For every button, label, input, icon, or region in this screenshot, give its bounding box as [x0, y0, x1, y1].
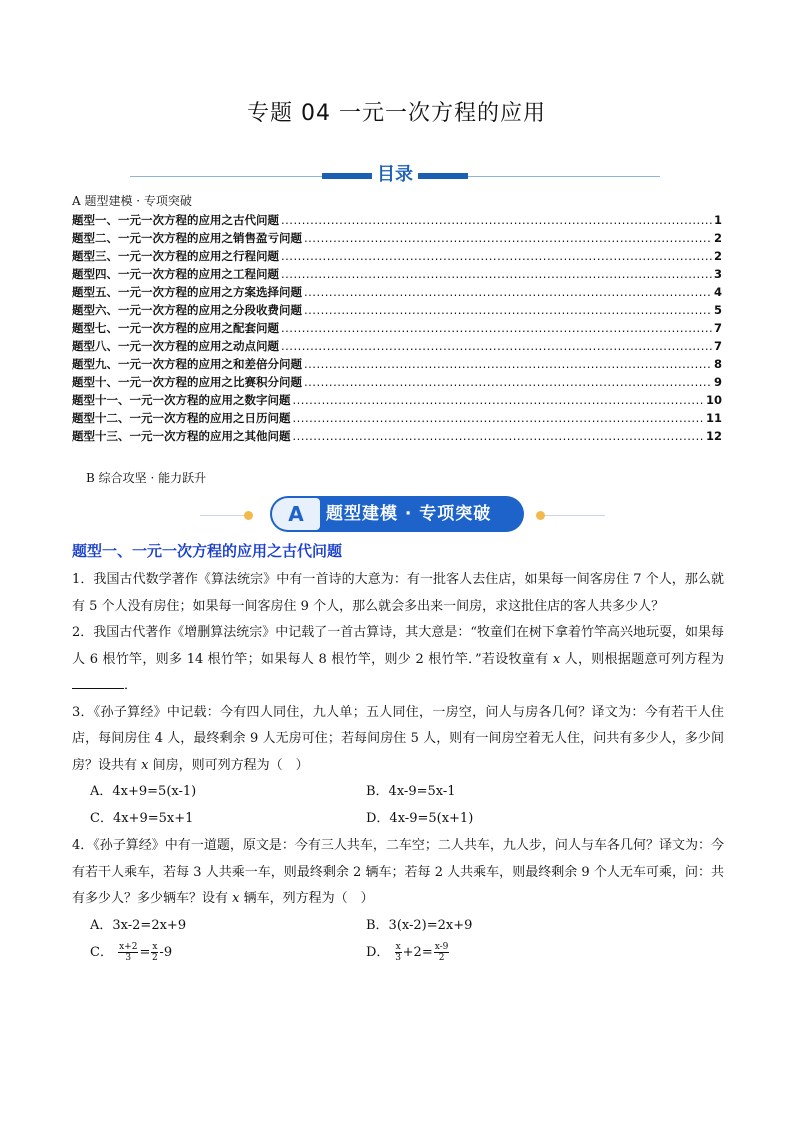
page-title: 专题 04 一元一次方程的应用 [247, 101, 546, 126]
toc-leader-dots [293, 411, 704, 425]
toc-entry[interactable] [72, 284, 722, 302]
fraction-num: x [395, 941, 401, 952]
toc-leader-dots [281, 249, 712, 263]
q3-options-row-2 [72, 806, 724, 833]
q4-option-a[interactable]: A．3x-2=2x+9 [90, 917, 187, 933]
toc-leader-dots [281, 213, 712, 227]
toc-entry-title: 题型七、一元一次方程的应用之配套问题 [72, 321, 279, 335]
toc-entry-title: 题型三、一元一次方程的应用之行程问题 [72, 249, 279, 263]
toc-entry-page: 2 [713, 249, 722, 263]
toc-entry-title: 题型八、一元一次方程的应用之动点问题 [72, 339, 279, 353]
toc-entry-title: 题型十、一元一次方程的应用之比赛积分问题 [72, 375, 302, 389]
q4-var: x [232, 891, 240, 906]
q4-text-a: 4．《孙子算经》中有一道题，原文是：今有三人共车，二车空；二人共车，九人步，问人与车各几何？译文为：今有若干人乘车，若每 3 人共乘一车，则最终剩余 2 辆车；若每 2 人共乘车，则最终剩余 9 个人无车可乘，问：共有多少人？多少辆车？设有 [72, 838, 724, 906]
fraction [118, 942, 138, 963]
toc-entry-title: 题型九、一元一次方程的应用之和差倍分问题 [72, 357, 302, 371]
q4-options-row-1 [72, 913, 724, 940]
toc-leader-dots [293, 393, 704, 407]
toc-entry-title: 题型十二、一元一次方程的应用之日历问题 [72, 411, 291, 425]
toc-entry-page: 11 [705, 411, 722, 425]
toc-entry[interactable] [72, 338, 722, 356]
toc-entry-page: 4 [713, 285, 722, 299]
q2-text-c: ． [124, 678, 138, 693]
toc-title: 目录 [377, 164, 413, 185]
section-banner [0, 494, 793, 534]
fraction-num: x [152, 941, 158, 952]
fraction-num: x-9 [434, 941, 449, 952]
toc-leader-dots [304, 303, 712, 317]
banner-letter: A [272, 498, 320, 530]
q4-options-row-2 [72, 940, 724, 967]
q4-option-d[interactable] [348, 940, 624, 967]
q3-option-b[interactable]: B．4x-9=5x-1 [366, 784, 456, 800]
fraction-den: 2 [438, 952, 445, 963]
toc-entry-page: 3 [713, 267, 722, 281]
toc-leader-dots [304, 357, 712, 371]
toc-entry[interactable] [72, 212, 722, 230]
banner-dot-right-icon [536, 511, 545, 520]
question-3 [72, 700, 724, 780]
q4-option-d-mid: +2= [402, 944, 433, 960]
toc-entry-page: 7 [713, 321, 722, 335]
q2-text-a: 2．我国古代著作《增删算法统宗》中记载了一首古算诗，其大意是：“牧童们在树下拿着竹竿高兴地玩耍，如果每人 6 根竹竿，则多 14 根竹竿；如果每人 8 根竹竿，则少 2 根竹竿．”若设牧童有 [72, 625, 724, 667]
section-b-label: B 综合攻坚 · 能力跃升 [86, 471, 207, 485]
toc-entry-title: 题型十一、一元一次方程的应用之数字问题 [72, 393, 291, 407]
toc-leader-dots [304, 285, 712, 299]
banner-title: 题型建模 · 专项突破 [326, 504, 492, 524]
toc-entry-title: 题型一、一元一次方程的应用之古代问题 [72, 213, 279, 227]
toc-entry-page: 1 [713, 213, 722, 227]
toc-entry-title: 题型五、一元一次方程的应用之方案选择问题 [72, 285, 302, 299]
toc-entry[interactable] [72, 230, 722, 248]
toc-leader-dots [304, 231, 712, 245]
question-type-title: 题型一、一元一次方程的应用之古代问题 [72, 542, 343, 560]
toc-entry[interactable] [72, 320, 722, 338]
toc-entry-page: 2 [713, 231, 722, 245]
table-of-contents [72, 212, 722, 446]
toc-header [130, 160, 660, 184]
fraction [151, 942, 158, 963]
q3-option-a[interactable]: A．4x+9=5(x-1) [90, 784, 197, 800]
toc-leader-dots [293, 429, 704, 443]
toc-entry-page: 9 [713, 375, 722, 389]
toc-entry[interactable] [72, 248, 722, 266]
toc-entry[interactable] [72, 302, 722, 320]
toc-entry[interactable] [72, 356, 722, 374]
toc-entry[interactable] [72, 410, 722, 428]
q3-option-d[interactable]: D．4x-9=5(x+1) [366, 811, 474, 827]
toc-entry-page: 8 [713, 357, 722, 371]
toc-leader-dots [281, 339, 712, 353]
q3-option-c[interactable]: C．4x+9=5x+1 [90, 811, 194, 827]
toc-entry-title: 题型二、一元一次方程的应用之销售盈亏问题 [72, 231, 302, 245]
q3-options-row-1 [72, 779, 724, 806]
q2-var: x [552, 651, 561, 667]
toc-entry-page: 5 [713, 303, 722, 317]
toc-entry-page: 12 [705, 429, 722, 443]
fraction [434, 942, 450, 963]
q4-option-c-mid: = [139, 944, 151, 960]
question-4 [72, 833, 724, 913]
q4-text-b: 辆车，列方程为（ ） [239, 891, 374, 906]
question-content [72, 567, 724, 967]
toc-entry-title: 题型十三、一元一次方程的应用之其他问题 [72, 429, 291, 443]
q4-option-c[interactable] [72, 940, 348, 967]
q4-option-c-label: C． [90, 944, 113, 960]
toc-entry-title: 题型六、一元一次方程的应用之分段收费问题 [72, 303, 302, 317]
question-1: 1．我国古代数学著作《算法统宗》中有一首诗的大意为：有一批客人去住店，如果每一间客房住 7 个人，那么就有 5 个人没有房住；如果每一间客房住 9 个人，那么就会多出来一间房，求这批住店的客人共多少人？ [72, 572, 724, 614]
banner-dot-left-icon [244, 511, 253, 520]
q4-option-d-label: D． [366, 944, 390, 960]
toc-entry[interactable] [72, 428, 722, 446]
fraction-den: 2 [152, 952, 158, 963]
q3-text-b: 间房，则可列方程为（ ） [148, 757, 309, 773]
banner-line-left [200, 515, 250, 516]
answer-blank[interactable] [72, 674, 124, 689]
toc-entry-page: 10 [705, 393, 722, 407]
q3-text-a: 3．《孙子算经》中记载：今有四人同住，九人单；五人同住，一房空，问人与房各几何？译文为：今有若干人住店，每间房住 4 人，最终剩余 9 人无房可住；若每间房住 5 人，则有一间房空着无人住，问共有多少人，多少间房？设共有 [72, 704, 724, 773]
q4-option-c-tail: -9 [159, 944, 173, 960]
toc-entry-page: 7 [713, 339, 722, 353]
toc-entry[interactable] [72, 392, 722, 410]
toc-entry-title: 题型四、一元一次方程的应用之工程问题 [72, 267, 279, 281]
fraction-num: x+2 [119, 941, 138, 952]
q3-var: x [141, 757, 149, 773]
fraction [395, 942, 402, 963]
q2-text-b: 人，则根据题意可列方程为 [560, 651, 724, 667]
toc-leader-dots [304, 375, 712, 389]
toc-entry[interactable] [72, 374, 722, 392]
toc-entry[interactable] [72, 266, 722, 284]
toc-leader-dots [281, 321, 712, 335]
banner-line-right [545, 515, 605, 516]
q4-option-b[interactable]: B．3(x-2)=2x+9 [366, 917, 473, 933]
toc-leader-dots [281, 267, 712, 281]
fraction-den: 3 [125, 952, 132, 963]
question-2 [72, 620, 724, 700]
fraction-den: 3 [395, 952, 401, 963]
section-a-label: A 题型建模 · 专项突破 [72, 194, 192, 208]
